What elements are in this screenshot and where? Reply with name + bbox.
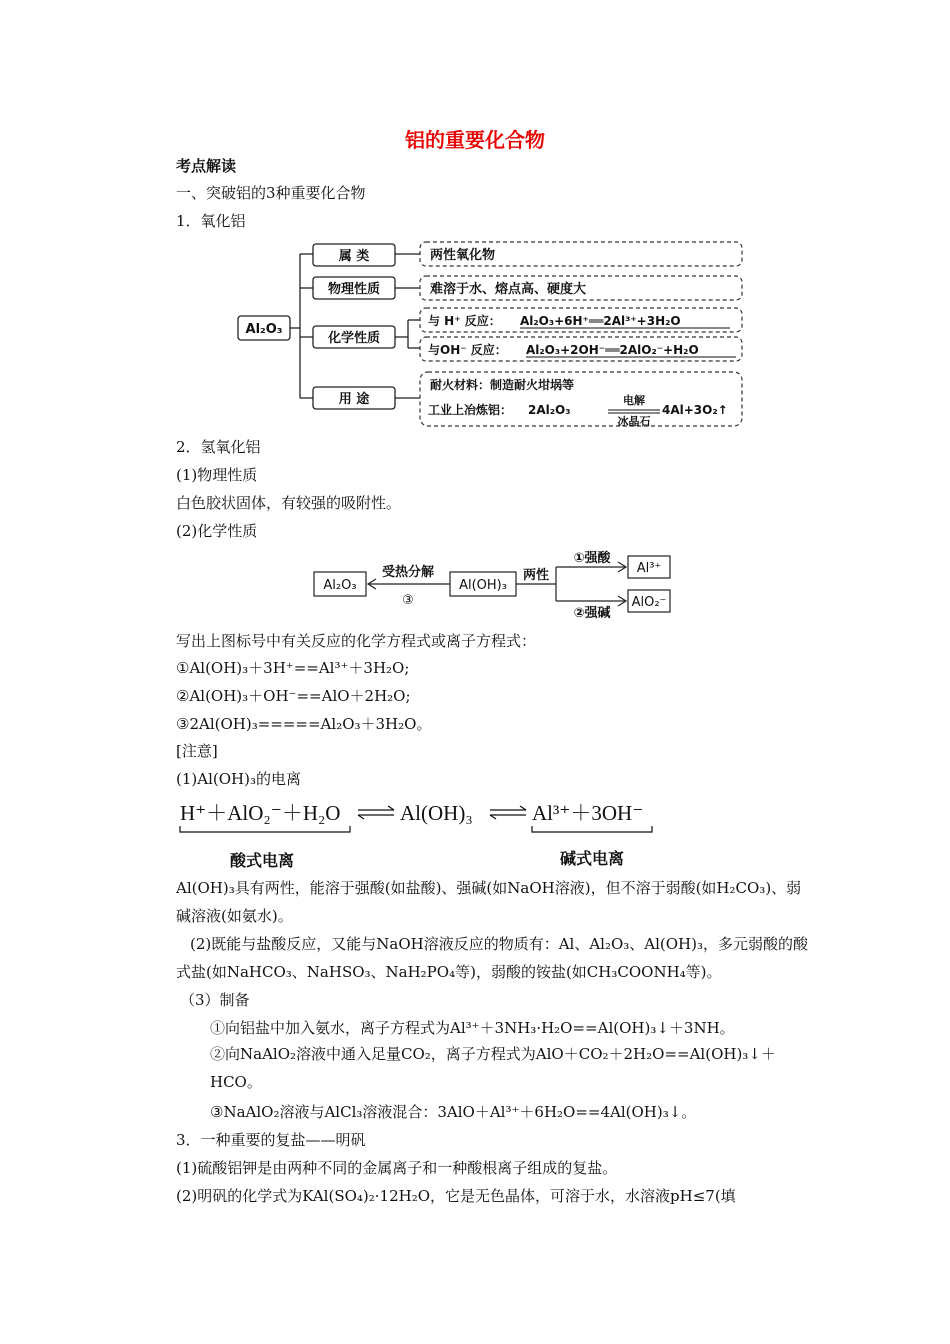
value-chem2-label: 与OH⁻ 反应：: [428, 343, 507, 357]
paragraph-amphoteric: [176, 874, 810, 930]
equation-3: ③2Al(OH)₃=====Al₂O₃＋3H₂O。: [176, 715, 432, 733]
value-use2-right: 4Al+3O₂↑: [662, 403, 728, 417]
label-amphoteric: 两性: [522, 568, 550, 583]
note-heading: [注意]: [176, 742, 218, 760]
ion-middle: Al(OH)₃: [400, 801, 473, 825]
acid-ionization-label: 酸式电离: [229, 851, 295, 870]
chemical-props-heading: (2)化学性质: [176, 522, 258, 540]
ion-right: Al³⁺＋3OH⁻: [532, 801, 644, 825]
subsection-alumina: 1．氧化铝: [176, 212, 246, 230]
value-physical: 难溶于水、熔点高、硬度大: [430, 282, 587, 297]
physical-props-text: 白色胶状固体，有较强的吸附性。: [176, 494, 402, 512]
value-chem1-label: 与 H⁺ 反应：: [428, 314, 501, 328]
label-heat: 受热分解: [381, 565, 435, 580]
question-intro: 写出上图标号中有关反应的化学方程式或离子方程式：: [176, 632, 537, 650]
node-aluminum-ion: Al³⁺: [636, 561, 662, 576]
subsection-alum: 3．一种重要的复盐——明矾: [176, 1131, 366, 1149]
label-heat-num: ③: [402, 593, 414, 608]
alumina-diagram: [230, 236, 750, 432]
base-ionization-label: 碱式电离: [559, 849, 625, 868]
paragraph-amphoteric-text: Al(OH)₃具有两性，能溶于强酸(如盐酸)、强碱(如NaOH溶液)，但不溶于弱酸(如H₂CO₃)、弱碱溶液(如氨水)。: [176, 879, 802, 925]
preparation-2-block: [210, 1040, 810, 1096]
category-chemical: 化学性质: [327, 331, 381, 346]
page-title: 铝的重要化合物: [405, 128, 545, 152]
preparation-3: ③NaAlO₂溶液与AlCl₃溶液混合：3AlO＋Al³⁺＋6H₂O==4Al(OH)₃↓。: [210, 1103, 697, 1121]
category-class: 属 类: [338, 249, 370, 264]
root-label: Al₂O₃: [245, 322, 283, 337]
preparation-heading: （3）制备: [180, 991, 250, 1009]
ionization-diagram: [176, 794, 666, 874]
label-strong-acid: ①强酸: [573, 551, 611, 566]
part-heading: 一、突破铝的3种重要化合物: [176, 184, 366, 202]
hydroxide-diagram: [310, 548, 680, 620]
paragraph-dual-reactive: [176, 930, 810, 986]
note-ionization: (1)Al(OH)₃的电离: [176, 770, 301, 788]
equation-2: ②Al(OH)₃＋OH⁻==AlO＋2H₂O;: [176, 687, 411, 705]
preparation-1: ①向铝盐中加入氨水，离子方程式为Al³⁺＋3NH₃·H₂O==Al(OH)₃↓＋3NH。: [210, 1019, 735, 1037]
alum-point-1: (1)硫酸铝钾是由两种不同的金属离子和一种酸根离子组成的复盐。: [176, 1159, 618, 1177]
node-aluminate: AlO₂⁻: [631, 595, 667, 610]
value-use2-condition-top: 电解: [623, 394, 645, 407]
node-hydroxide: Al(OH)₃: [459, 578, 507, 593]
preparation-2: ②向NaAlO₂溶液中通入足量CO₂，离子方程式为AlO＋CO₂＋2H₂O==Al(OH)₃↓＋HCO。: [210, 1045, 776, 1091]
value-use1: 耐火材料：制造耐火坩埚等: [430, 378, 575, 392]
paragraph-dual-reactive-text: (2)既能与盐酸反应，又能与NaOH溶液反应的物质有：Al、Al₂O₃、Al(OH)₃，多元弱酸的酸式盐(如NaHCO₃、NaHSO₃、NaH₂PO₄等)，弱酸的铵盐(如CH₃COONH₄等)。: [176, 935, 809, 981]
subsection-hydroxide: 2．氢氧化铝: [176, 438, 261, 456]
alum-point-2: (2)明矾的化学式为KAl(SO₄)₂·12H₂O，它是无色晶体，可溶于水，水溶液pH≤7(填: [176, 1187, 736, 1205]
value-use2-left: 2Al₂O₃: [528, 403, 571, 417]
equation-1: ①Al(OH)₃＋3H⁺==Al³⁺＋3H₂O;: [176, 659, 410, 677]
category-physical: 物理性质: [327, 282, 381, 297]
category-use: 用 途: [338, 392, 370, 407]
value-chem1-equation: Al₂O₃+6H⁺══2Al³⁺+3H₂O: [520, 314, 681, 328]
ion-left: H⁺＋AlO₂⁻＋H₂O: [180, 801, 341, 825]
value-use2-label: 工业上冶炼铝：: [428, 403, 513, 417]
value-class: 两性氧化物: [430, 248, 496, 263]
value-chem2-equation: Al₂O₃+2OH⁻══2AlO₂⁻+H₂O: [526, 343, 699, 357]
physical-props-heading: (1)物理性质: [176, 466, 258, 484]
node-alumina: Al₂O₃: [323, 578, 357, 593]
value-use2-condition-bottom: 冰晶石: [617, 415, 651, 428]
section-heading: 考点解读: [176, 157, 237, 175]
label-strong-base: ②强碱: [573, 606, 611, 620]
